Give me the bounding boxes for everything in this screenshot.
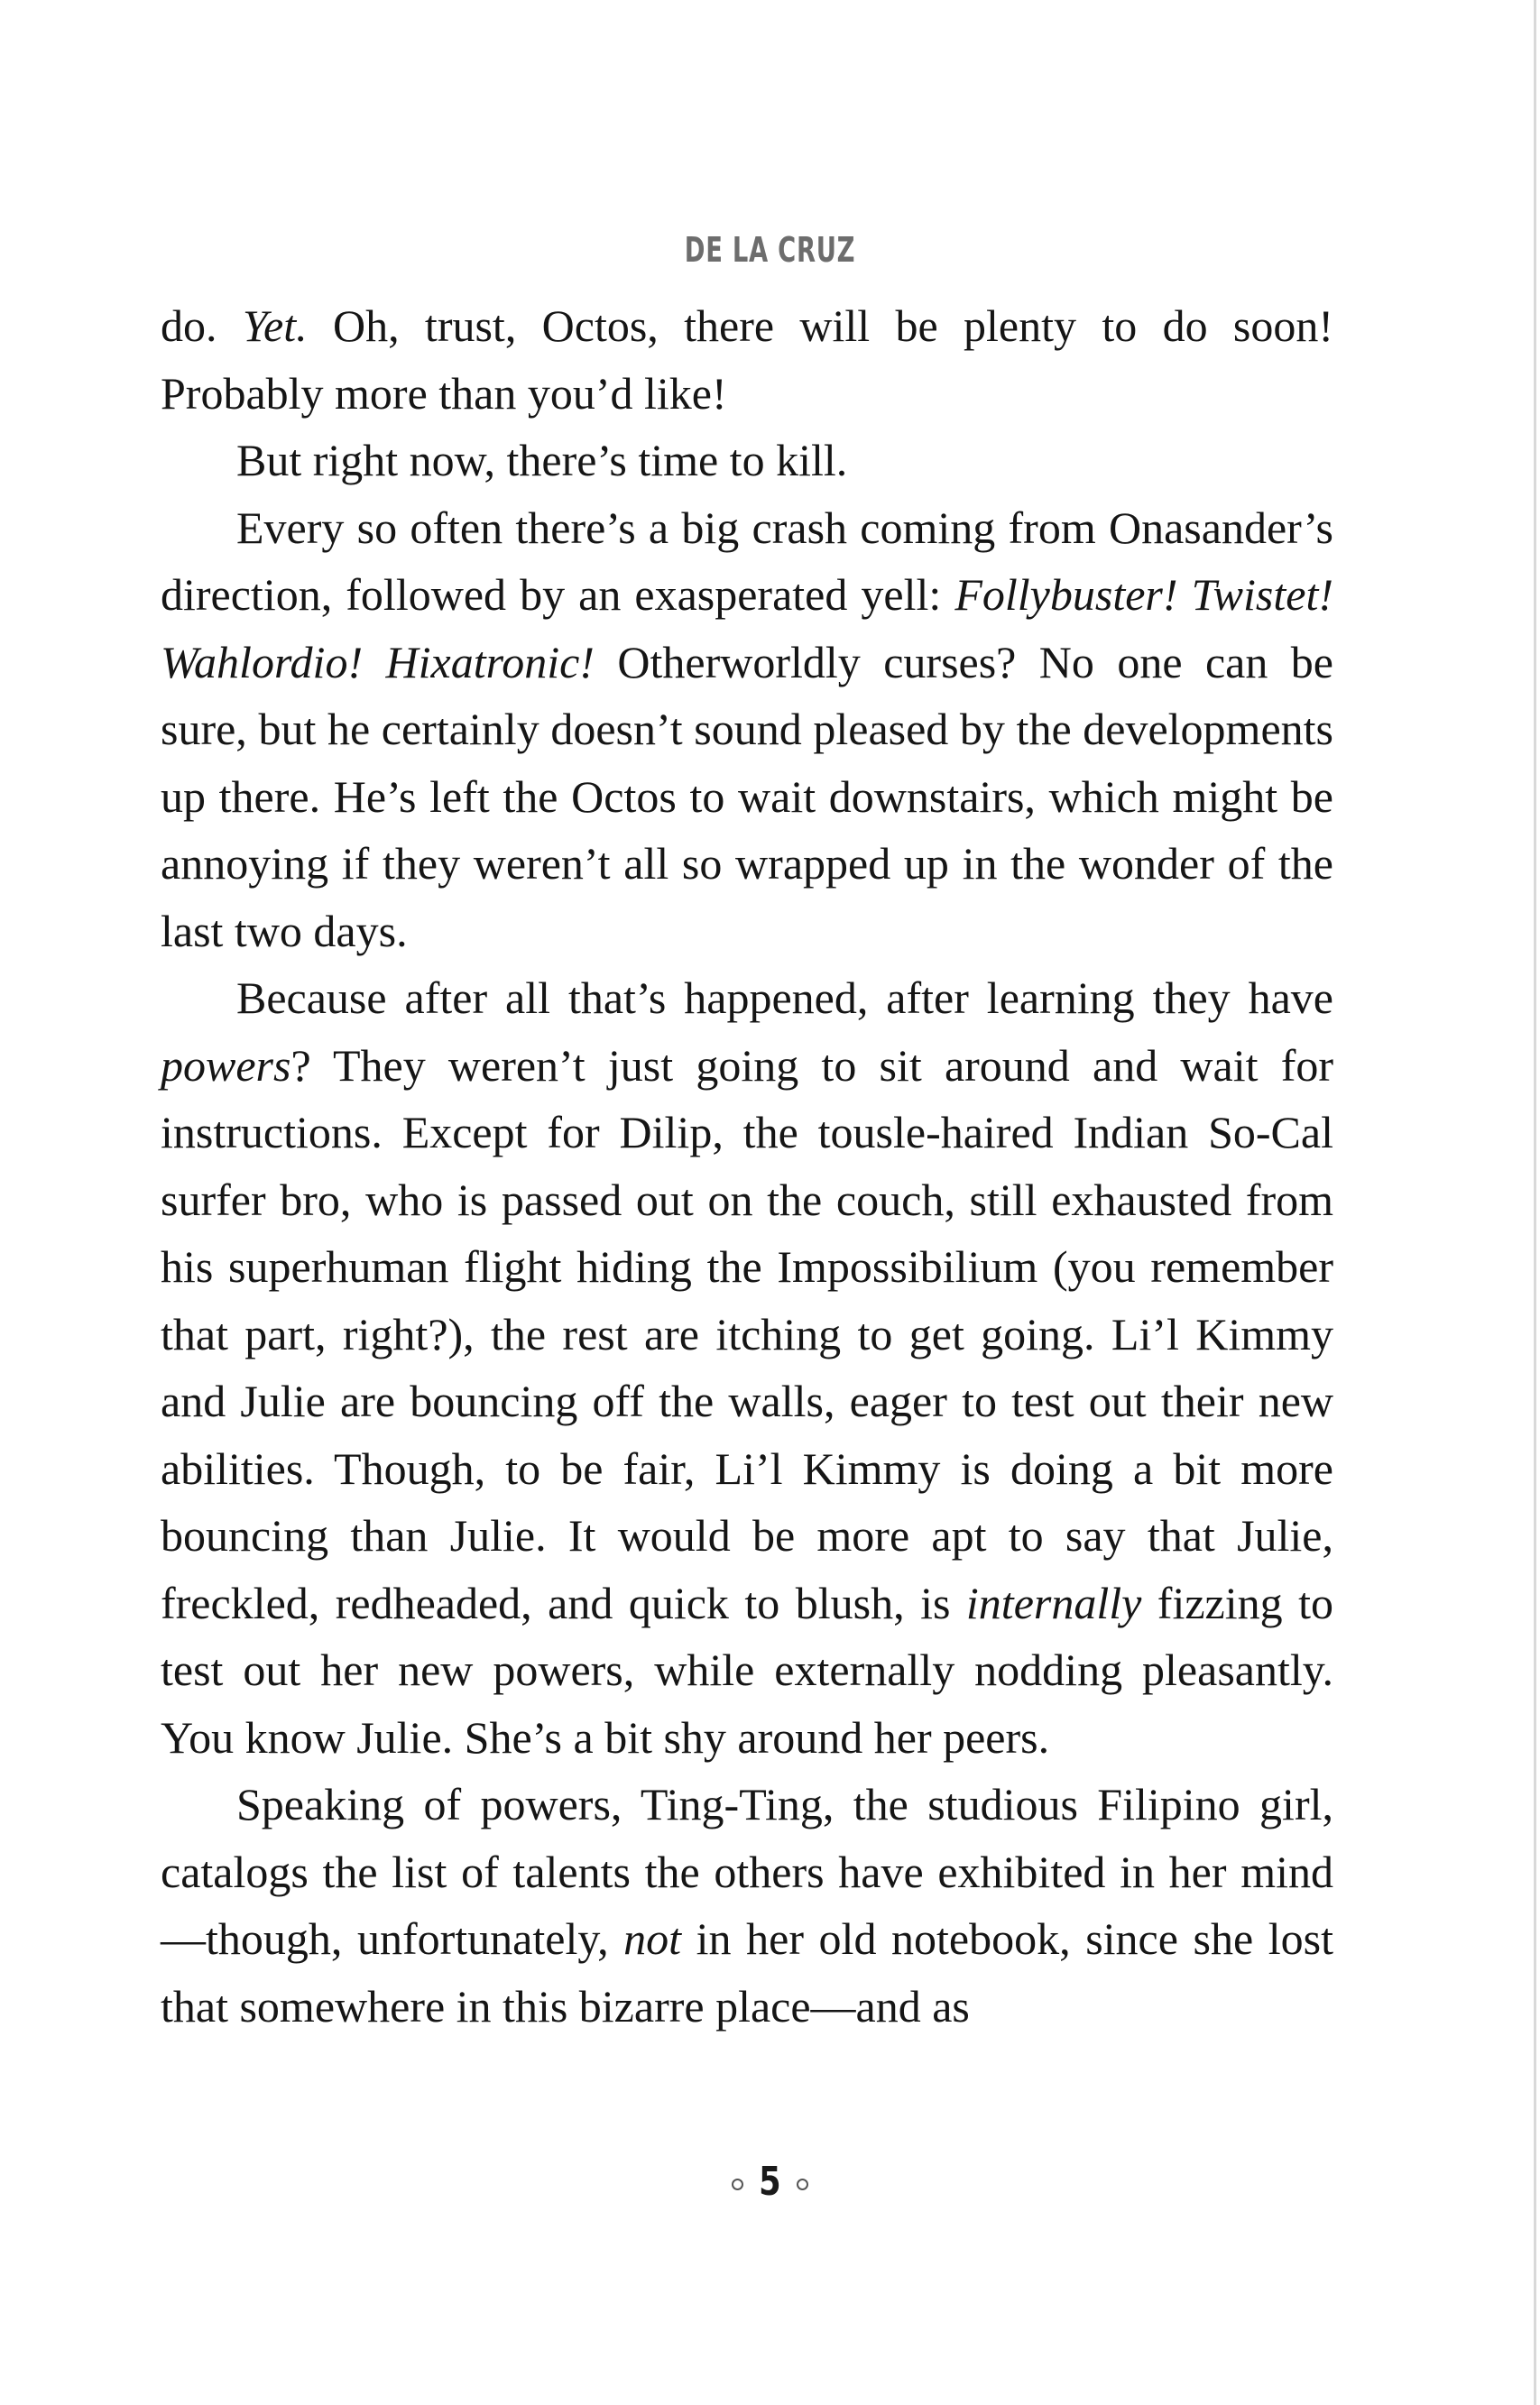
paragraph [161, 427, 1333, 494]
page-number: 5 [759, 2159, 781, 2205]
paragraph [161, 1771, 1333, 2040]
italic-text: not [623, 1913, 682, 1964]
text-run: Otherworldly curses? No one can be sure, but he certainly doesn’t sound pleased by the developments up there. He’s left the Octos to wait downstairs, which might be annoying if they weren’t all so wrapped up in the wonder of the last two days. [161, 636, 1333, 956]
text-run: Every so often there’s a big crash coming from Onasander’s direction, followed by an exasperated yell: [161, 502, 1333, 620]
body-text [161, 292, 1333, 2040]
text-run: But right now, there’s time to kill. [236, 435, 848, 485]
page-number-footer [0, 2159, 1540, 2205]
text-run: Speaking of powers, Ting-Ting, the studious Filipino girl, catalogs the list of talents the others have exhibited in her mind—though, unfortunately, [161, 1779, 1333, 1964]
italic-text: internally [965, 1577, 1142, 1628]
text-run: Because after all that’s happened, after learning they have [236, 972, 1333, 1023]
text-run: in her old notebook, since she lost that somewhere in this bizarre place—and as [161, 1913, 1333, 2032]
paragraph [161, 494, 1333, 965]
running-head: DE LA CRUZ [684, 230, 856, 270]
text-run: do. [161, 300, 243, 351]
italic-text: Follybuster! Twistet! Wahlordio! Hixatronic! [161, 569, 1333, 687]
page-edge-shadow [1534, 0, 1536, 2405]
text-run: fizzing to test out her new powers, while externally nodding pleasantly. You know Julie. She’s a bit shy around her peers. [161, 1577, 1333, 1763]
paragraph [161, 964, 1333, 1771]
italic-text: Yet. [242, 300, 308, 351]
folio-dot-right [797, 2179, 808, 2190]
paragraph [161, 292, 1333, 427]
text-run: Oh, trust, Octos, there will be plenty to do soon! Probably more than you’d like! [161, 300, 1334, 419]
folio-dot-left [732, 2179, 743, 2190]
italic-text: powers [161, 1039, 291, 1091]
text-run: ? They weren’t just going to sit around and wait for instructions. Except for Dilip, the tousle-haired Indian So-Cal surfer bro, who is passed out on the couch, still exhausted from his superhuman flight hiding the Impossibilium (you remember that part, right?), the rest are itching to get going. Li’l Kimmy and Julie are bouncing off the walls, eager to test out their new abilities. Though, to be fair, Li’l Kimmy is doing a bit more bouncing than Julie. It would be more apt to say that Julie, freckled, redheaded, and quick to blush, is [161, 1039, 1333, 1628]
